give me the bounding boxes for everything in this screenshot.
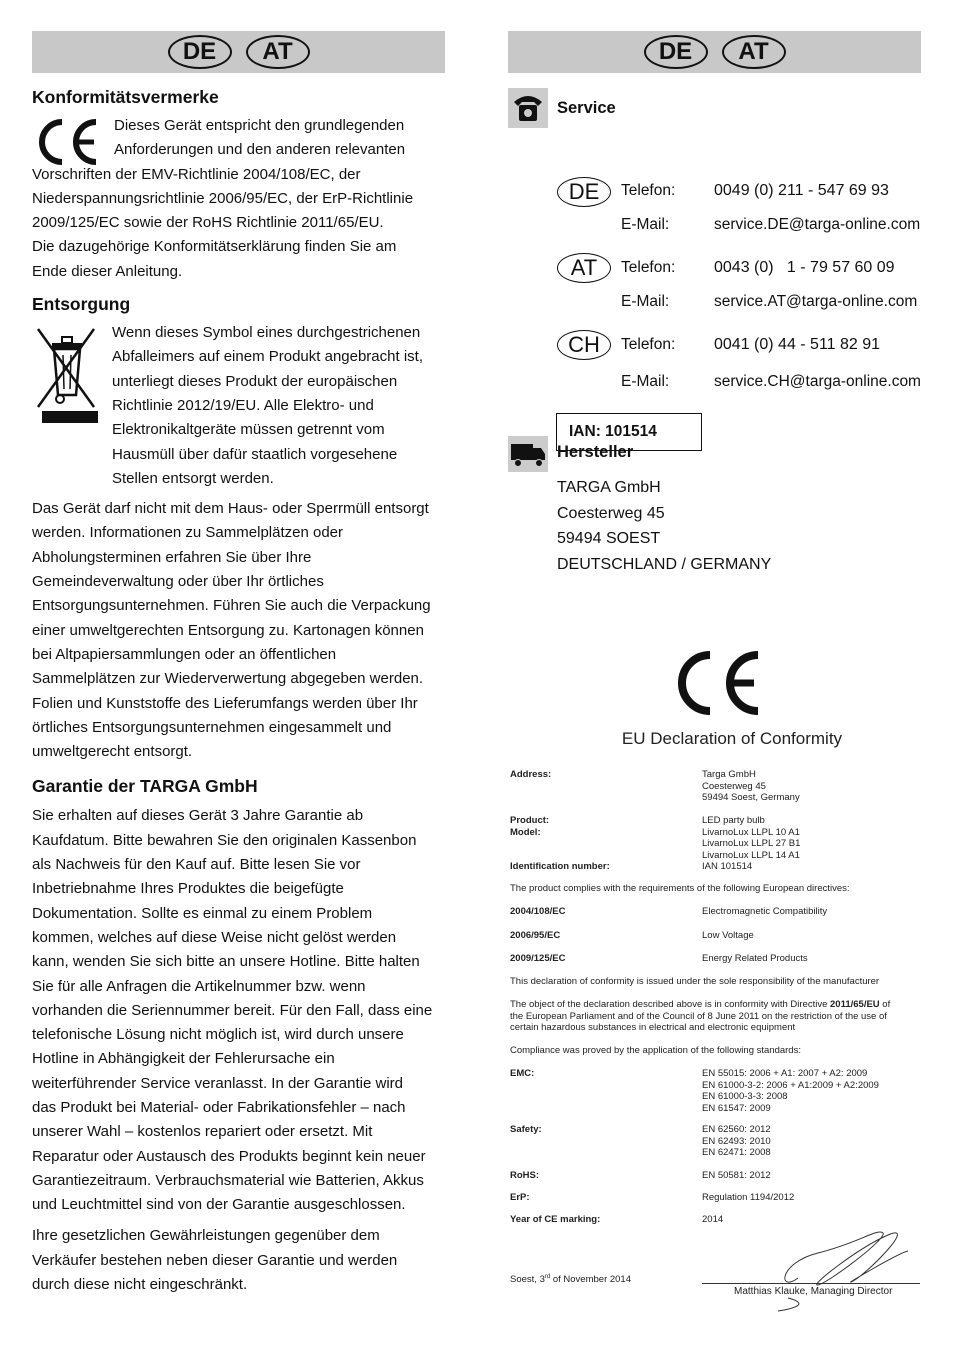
conformity-line: Die dazugehörige Konformitätserklärung finden Sie am [32, 238, 397, 256]
ce-icon [668, 647, 764, 719]
standard-values: EN 55015: 2006 + A1: 2007 + A2: 2009 EN 61000-3-2: 2006 + A1:2009 + A2:2009 EN 61000-3-3: 2008 EN 61547: 2009 [702, 1068, 879, 1114]
warranty-line: das Produkt bei Material- oder Fabrikationsfehler – nach [32, 1098, 406, 1116]
standard-values: 2014 [702, 1214, 724, 1225]
disposal-paragraph-line: einer umweltgerechten Entsorgung zu. Kartonagen können [32, 621, 424, 639]
standard-values: EN 50581: 2012 [702, 1170, 771, 1181]
disposal-paragraph-line: Das Gerät darf nicht mit dem Haus- oder Sperrmüll entsorgt [32, 500, 429, 518]
country-badge-de: DE [557, 177, 611, 207]
disposal-line: Hausmüll über dafür staatlich vorgesehene [112, 445, 398, 463]
warranty-title: Garantie der TARGA GmbH [32, 776, 258, 797]
disposal-line: unterliegt dieses Produkt der europäischen [112, 372, 398, 390]
warranty-line: Dokumentation. Sollte es einmal zu einem Problem [32, 904, 373, 922]
disposal-paragraph-line: werden. Informationen zu Sammelplätzen oder [32, 524, 344, 542]
mail-address[interactable]: service.CH@targa-online.com [714, 373, 921, 390]
badge-at: AT [722, 35, 786, 69]
signatory: Matthias Klauke, Managing Director [734, 1286, 893, 1297]
mail-address[interactable]: service.DE@targa-online.com [714, 216, 921, 233]
address-line: DEUTSCHLAND / GERMANY [557, 555, 772, 573]
bin-logo [34, 325, 100, 430]
rohs-statement: The object of the declaration described above is in conformity with Directive 2011/65/EU of the European Parliament and of the Council of 8 June 2011 on the restriction of the use of certain hazardous substances in electrical and electronic equipment [510, 999, 891, 1033]
warranty-line: Sie für alle Anfragen die Artikelnummer bzw. wenn [32, 977, 366, 995]
warranty-line: telefonische Lösung nicht möglich ist, wird durch unsere [32, 1026, 404, 1044]
warranty-line: weiterführender Service veranlasst. In der Garantie wird [32, 1074, 404, 1092]
warranty-line: und Leuchtmittel sind von der Garantie ausgeschlossen. [32, 1196, 406, 1214]
standard-label: RoHS: [510, 1170, 540, 1181]
disposal-line: Richtlinie 2012/19/EU. Alle Elektro- und [112, 396, 374, 414]
id-label: Identification number: [510, 861, 610, 872]
conformity-line: 2009/125/EC sowie der RoHS Richtlinie 2011/65/EU. [32, 214, 384, 232]
address-label: Address: [510, 769, 552, 780]
conformity-section [32, 114, 445, 284]
phone-label: Telefon: [621, 259, 676, 276]
signature-line [702, 1283, 920, 1284]
phone-number: 0041 (0) 44 - 511 82 91 [714, 336, 881, 353]
manufacturer-title: Hersteller [557, 443, 634, 461]
decl-address-line: 59494 Soest, Germany [702, 792, 800, 803]
declaration-address [702, 769, 800, 804]
disposal-paragraph [32, 497, 445, 764]
standard-label: Year of CE marking: [510, 1214, 601, 1225]
decl-address-line: Targa GmbH [702, 769, 756, 780]
directive-name: Energy Related Products [702, 953, 808, 964]
ce-logo [32, 116, 102, 173]
phone-label: Telefon: [621, 336, 676, 353]
country-badge-at: AT [557, 253, 611, 283]
warranty-line: Inbetriebnahme Ihres Produktes die beigefügte [32, 880, 344, 898]
address-line: Coesterweg 45 [557, 504, 665, 522]
standard-values: Regulation 1194/2012 [702, 1192, 795, 1203]
phone-label: Telefon: [621, 182, 676, 199]
warranty-line: Sie erhalten auf dieses Gerät 3 Jahre Garantie ab [32, 807, 364, 825]
directive-name: Low Voltage [702, 930, 754, 941]
complies-text: The product complies with the requirements of the following European directives: [510, 883, 850, 894]
disposal-line: Abfalleimers auf einem Produkt angebracht ist, [112, 348, 423, 366]
standard-label: Safety: [510, 1124, 542, 1135]
warranty-paragraph-2 [32, 1224, 445, 1297]
warranty-line: vorhanden die Seriennummer bereit. Für den Fall, dass eine [32, 1001, 433, 1019]
left-column [32, 31, 445, 1297]
declaration-ce-logo [668, 647, 764, 724]
model-label: Model: [510, 826, 541, 838]
warranty-line: Reparatur oder Austausch des Produkts beginnt kein neuer [32, 1147, 426, 1165]
disposal-paragraph-line: Entsorgungsunternehmen. Führen Sie auch die Verpackung [32, 597, 431, 615]
warranty-line: Verkäufer bestehen neben dieser Garantie und werden [32, 1251, 398, 1269]
language-header-right [508, 31, 921, 73]
phone-number: 0049 (0) 211 - 547 69 93 [714, 182, 889, 199]
conformity-title: Konformitätsvermerke [32, 87, 219, 107]
right-column [508, 31, 921, 1331]
badge-at: AT [246, 35, 310, 69]
disposal-line: Wenn dieses Symbol eines durchgestrichenen [112, 324, 421, 342]
product-value: LED party bulb [702, 815, 765, 826]
warranty-paragraph [32, 804, 445, 1217]
model-value: LivarnoLux LLPL 14 A1 [702, 849, 800, 861]
phone-number: 0043 (0) 1 - 79 57 60 09 [714, 259, 895, 276]
disposal-paragraph-line: Sammelplätzen zur Wiederverwertung abgegeben werden. [32, 670, 424, 688]
directive-name: Electromagnetic Compatibility [702, 906, 828, 917]
model-value: LivarnoLux LLPL 10 A1 [702, 826, 800, 838]
address-line: 59494 SOEST [557, 530, 661, 547]
badge-de: DE [168, 35, 232, 69]
conformity-line: Dieses Gerät entspricht den grundlegenden [114, 117, 405, 134]
product-labels [510, 815, 549, 838]
warranty-line: durch diese nicht eingeschränkt. [32, 1276, 248, 1294]
crossed-bin-icon [34, 325, 100, 425]
language-header [32, 31, 445, 73]
disposal-paragraph-line: bei Altpapiersammlungen oder an öffentlichen [32, 645, 337, 663]
warranty-line: Kaufdatum. Bitte bewahren Sie den originalen Kassenbon [32, 831, 417, 849]
disposal-paragraph-line: Gemeindeverwaltung oder über Ihr örtliches [32, 573, 324, 591]
conformity-line: Vorschriften der EMV-Richtlinie 2004/108/EC, der [32, 165, 361, 183]
mail-label: E-Mail: [621, 293, 670, 310]
mail-label: E-Mail: [621, 216, 670, 233]
conformity-line: Niederspannungsrichtlinie 2006/95/EC, der ErP-Richtlinie [32, 189, 414, 207]
product-label: Product: [510, 815, 550, 826]
declaration-title: EU Declaration of Conformity [621, 729, 843, 748]
responsibility-text: This declaration of conformity is issued under the sole responsibility of the manufacturer [510, 976, 880, 987]
disposal-paragraph-line: umweltgerecht entsorgt. [32, 743, 193, 761]
standard-label: ErP: [510, 1192, 530, 1203]
standard-label: EMC: [510, 1068, 535, 1079]
conformity-line: Ende dieser Anleitung. [32, 262, 183, 280]
warranty-line: kommen, welches auf diese Weise nicht gelöst werden [32, 928, 397, 946]
ian-box: IAN: 101514 [556, 413, 702, 451]
decl-address-line: Coesterweg 45 [702, 780, 766, 792]
disposal-line: Elektronikaltgeräte müssen getrennt vom [112, 421, 385, 439]
directive-code: 2004/108/EC [510, 906, 566, 917]
standard-values: EN 62560: 2012 EN 62493: 2010 EN 62471: 2008 [702, 1124, 771, 1158]
manufacturer-address [557, 475, 771, 577]
disposal-paragraph-line: Folien und Kunststoffe des Lieferumfangs werden über Ihr [32, 694, 418, 712]
disposal-paragraph-line: Abholungsterminen erfahren Sie über Ihre [32, 548, 312, 566]
warranty-line: unserer Wahl – kostenlos repariert oder ersetzt. Mit [32, 1123, 373, 1141]
place-date: Soest, 3rd of November 2014 [510, 1274, 631, 1286]
warranty-line: als Nachweis für den Kauf auf. Bitte lesen Sie vor [32, 856, 361, 874]
warranty-line: Hotline in Abhängigkeit der Fehlerursache ein [32, 1050, 335, 1068]
warranty-line: Ihre gesetzlichen Gewährleistungen gegenüber dem [32, 1227, 380, 1245]
ce-icon [32, 116, 102, 168]
id-value: IAN 101514 [702, 861, 753, 872]
telephone-icon [508, 88, 548, 133]
badge-de: DE [644, 35, 708, 69]
signature [758, 1223, 918, 1318]
standards-intro: Compliance was proved by the application of the following standards: [510, 1045, 801, 1056]
address-line: TARGA GmbH [557, 479, 661, 496]
product-values [702, 815, 800, 861]
warranty-line: kann, wenden Sie sich bitte an unsere Hotline. Bitte halten [32, 953, 420, 971]
mail-address[interactable]: service.AT@targa-online.com [714, 293, 918, 310]
country-badge-ch: CH [557, 330, 611, 360]
disposal-paragraph-line: örtliches Entsorgungsunternehmen eingesammelt und [32, 718, 392, 736]
service-title: Service [557, 99, 616, 117]
mail-label: E-Mail: [621, 373, 670, 390]
truck-icon [508, 436, 548, 477]
warranty-line: Garantiezeitraum. Verbrauchsmaterial wie Batterien, Akkus [32, 1171, 424, 1189]
disposal-section [32, 321, 445, 491]
disposal-line: Stellen entsorgt werden. [112, 469, 274, 487]
model-value: LivarnoLux LLPL 27 B1 [702, 838, 801, 849]
directive-code: 2006/95/EC [510, 930, 561, 941]
disposal-title: Entsorgung [32, 294, 131, 315]
conformity-line: Anforderungen und den anderen relevanten [114, 141, 406, 159]
directive-code: 2009/125/EC [510, 953, 566, 964]
